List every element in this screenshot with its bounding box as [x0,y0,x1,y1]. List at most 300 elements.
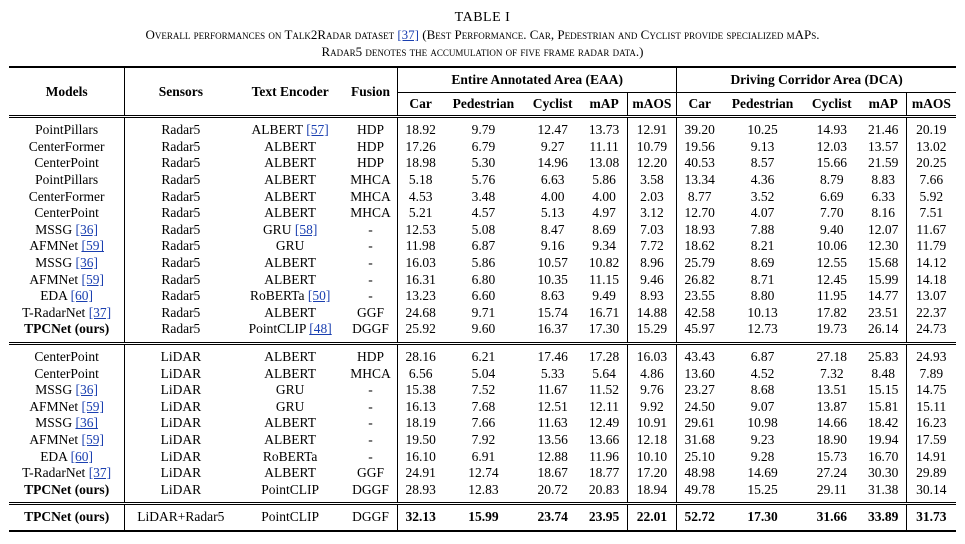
cell-eaa-map: 11.96 [582,448,627,465]
table-row [9,382,956,399]
spacer-cell [722,526,803,531]
cell-eaa-map: 9.34 [582,238,627,255]
cell-eaa-pedestrian: 6.21 [471,349,496,365]
cell-text-encoder-text: ALBERT [264,349,316,365]
cell-text-encoder-text: ALBERT [264,172,316,188]
cell-text-encoder [236,155,344,172]
cell-dca-map: 31.38 [861,481,906,498]
cell-sensor: LiDAR [160,481,202,497]
table-row [9,288,956,305]
cell-model [9,155,125,172]
table-row [9,155,956,172]
spacer-cell [803,526,861,531]
cell-dca-cyclist: 31.66 [816,509,847,525]
cell-eaa-car: 12.53 [405,221,436,237]
cell-text-encoder [236,305,344,322]
cell-eaa-cyclist: 9.16 [540,238,565,254]
cell-eaa-maos: 2.03 [627,188,677,205]
cell-fusion: - [344,288,398,305]
cell-eaa-cyclist: 8.47 [540,221,565,237]
cell-dca-map: 30.30 [861,465,906,482]
cell-text-encoder-text: ALBERT [264,138,316,154]
header-eaa-map: mAP [582,93,627,117]
cell-dca-car: 49.78 [684,481,715,497]
cell-eaa-map: 12.49 [582,415,627,432]
header-eaa-pedestrian: Pedestrian [443,93,524,117]
table-row [9,432,956,449]
cell-eaa-map: 5.64 [582,365,627,382]
cell-eaa-pedestrian: 5.76 [471,172,496,188]
table-row [9,509,956,526]
cell-eaa-car: 24.68 [405,304,436,320]
cell-dca-cyclist: 18.90 [816,431,847,447]
cell-text-encoder-citation[interactable]: [57] [306,122,329,138]
cell-eaa-car: 11.98 [405,238,436,254]
cell-eaa-maos: 4.86 [627,365,677,382]
cell-dca-maos: 14.18 [916,271,947,287]
cell-fusion: - [344,382,398,399]
cell-model [9,172,125,189]
cell-text-encoder-citation[interactable]: [50] [307,288,331,304]
cell-eaa-pedestrian: 6.79 [471,138,496,154]
cell-model-citation[interactable]: [59] [81,271,104,287]
cell-fusion: HDP [344,155,398,172]
row-spacer [9,526,956,531]
cell-text-encoder [236,288,344,305]
cell-text-encoder-text: ALBERT [264,155,316,171]
cell-dca-cyclist: 6.69 [819,188,844,204]
cell-eaa-pedestrian: 7.66 [471,415,496,431]
cell-text-encoder-text: ALBERT [264,271,316,287]
cell-eaa-pedestrian: 7.92 [471,431,496,447]
cell-model-citation[interactable]: [59] [81,398,104,414]
cell-sensor: Radar5 [161,255,201,271]
cell-fusion: MHCA [344,188,398,205]
cell-text-encoder [236,139,344,156]
spacer-cell [677,526,722,531]
cell-dca-pedestrian: 9.23 [750,431,775,447]
cell-dca-map: 21.46 [861,122,906,139]
cell-model [9,415,125,432]
table-row [9,188,956,205]
cell-eaa-cyclist: 12.47 [537,122,568,138]
cell-dca-maos: 14.91 [916,448,947,464]
cell-dca-map: 12.07 [861,222,906,239]
header-fusion: Fusion [344,67,398,117]
cell-dca-car: 12.70 [684,205,715,221]
cell-eaa-car: 5.18 [408,172,433,188]
table-row [9,271,956,288]
cell-sensor: LiDAR [160,349,202,365]
cell-dca-maos: 7.89 [919,365,944,381]
cell-dca-maos: 20.25 [916,155,947,171]
cell-eaa-cyclist: 15.74 [537,304,568,320]
cell-eaa-maos: 9.92 [627,399,677,416]
cell-text-encoder [236,509,344,526]
cell-text-encoder-text: ALBERT [264,431,316,447]
cell-eaa-maos: 12.18 [627,432,677,449]
cell-dca-cyclist: 7.70 [819,205,844,221]
cell-model-text: TPCNet (ours) [24,481,110,497]
cell-text-encoder-text: GRU [275,398,305,414]
cell-dca-car: 25.10 [684,448,715,464]
cell-dca-maos: 7.51 [919,205,944,221]
cell-dca-pedestrian: 8.21 [750,238,775,254]
cell-dca-car: 52.72 [684,509,715,525]
cell-dca-pedestrian: 9.07 [750,398,775,414]
cell-dca-map: 18.42 [861,415,906,432]
cell-eaa-car: 28.16 [405,349,436,365]
spacer-cell [344,526,398,531]
cell-text-encoder-text: ALBERT [264,188,316,204]
cell-eaa-map: 11.11 [582,139,627,156]
cell-eaa-maos: 14.88 [627,305,677,322]
cell-model-text: AFMNet [29,271,79,287]
cell-eaa-pedestrian: 3.48 [471,188,496,204]
cell-text-encoder-text: GRU [275,382,305,398]
cell-eaa-pedestrian: 4.57 [471,205,496,221]
cell-model-citation[interactable]: [60] [70,448,94,464]
cell-eaa-pedestrian: 6.60 [471,288,496,304]
cell-eaa-car: 18.19 [405,415,436,431]
cell-dca-pedestrian: 4.07 [750,205,775,221]
cell-eaa-map: 9.49 [582,288,627,305]
cell-dca-map: 6.33 [861,188,906,205]
cell-dca-pedestrian: 4.52 [750,365,775,381]
cell-eaa-maos: 7.72 [627,238,677,255]
cell-model [9,448,125,465]
cell-dca-map: 15.81 [861,399,906,416]
cell-eaa-pedestrian: 6.91 [471,448,496,464]
cell-fusion: DGGF [344,481,398,498]
table-caption [0,0,965,60]
cell-sensor: Radar5 [161,238,201,254]
cell-eaa-pedestrian: 9.60 [471,321,496,337]
table-row [9,139,956,156]
cell-model-text: CenterFormer [28,188,105,204]
cell-eaa-maos: 12.91 [627,122,677,139]
cell-model-citation[interactable]: [36] [75,382,98,398]
cell-fusion: HDP [344,122,398,139]
cell-text-encoder [236,255,344,272]
cell-dca-pedestrian: 10.13 [747,304,778,320]
cell-eaa-maos: 16.03 [627,349,677,366]
cell-eaa-maos: 12.20 [627,155,677,172]
spacer-cell [125,526,237,531]
cell-model-text: PointPillars [35,122,99,138]
cell-text-encoder [236,238,344,255]
table-row [9,481,956,498]
cell-dca-cyclist: 15.73 [816,448,847,464]
cell-model-citation[interactable]: [36] [75,255,98,271]
cell-model-text: TPCNet (ours) [24,321,110,337]
table-row [9,415,956,432]
cell-dca-cyclist: 12.03 [816,138,847,154]
cell-dca-pedestrian: 9.28 [750,448,775,464]
cell-model [9,305,125,322]
cell-eaa-cyclist: 8.63 [540,288,565,304]
cell-dca-car: 43.43 [684,349,715,365]
cell-dca-cyclist: 27.18 [816,349,847,365]
cell-eaa-cyclist: 13.56 [537,431,568,447]
cell-text-encoder [236,365,344,382]
cell-sensor: LiDAR [160,431,202,447]
cell-dca-map: 26.14 [861,321,906,338]
cell-model [9,465,125,482]
cell-dca-maos: 13.07 [916,288,947,304]
cell-sensor: LiDAR [160,465,202,481]
cell-sensor: Radar5 [161,205,201,221]
cell-dca-map: 14.77 [861,288,906,305]
cell-text-encoder-text: PointCLIP [248,321,306,337]
cell-dca-car: 25.79 [684,255,715,271]
header-models: Models [9,67,125,117]
cell-dca-maos: 22.37 [916,304,947,320]
cell-dca-cyclist: 11.95 [816,288,847,304]
header-dca-map: mAP [861,93,906,117]
cell-model-citation[interactable]: [60] [70,288,94,304]
cell-text-encoder-text: PointCLIP [261,509,320,525]
cell-text-encoder [236,271,344,288]
cell-dca-cyclist: 19.73 [816,321,847,337]
cell-dca-car: 19.56 [684,138,715,154]
cell-eaa-car: 32.13 [405,509,436,525]
cell-fusion: - [344,238,398,255]
cell-eaa-maos: 9.46 [627,271,677,288]
cell-sensor: LiDAR [160,398,202,414]
cell-sensor: Radar5 [161,271,201,287]
table-row [9,465,956,482]
cell-eaa-car: 24.91 [405,465,436,481]
caption-line-1 [0,26,965,43]
cell-text-encoder [236,399,344,416]
cell-model-citation[interactable]: [37] [88,304,112,320]
cell-model-text: CenterPoint [34,349,99,365]
header-sensors: Sensors [125,67,237,117]
cell-eaa-map: 18.77 [582,465,627,482]
cell-model [9,321,125,338]
table-row [9,172,956,189]
cell-eaa-map: 4.00 [582,188,627,205]
cell-sensor: LiDAR [160,382,202,398]
cell-dca-map: 25.83 [861,349,906,366]
cell-sensor: LiDAR [160,448,202,464]
cell-eaa-cyclist: 12.88 [537,448,568,464]
cell-eaa-pedestrian: 6.87 [471,238,496,254]
cell-eaa-cyclist: 9.27 [540,138,565,154]
cell-eaa-cyclist: 10.57 [537,255,568,271]
cell-dca-pedestrian: 10.98 [747,415,778,431]
cell-dca-maos: 11.67 [916,221,947,237]
cell-dca-car: 29.61 [684,415,715,431]
spacer-cell [443,526,524,531]
header-eaa-maos: mAOS [627,93,677,117]
cell-dca-maos: 14.75 [916,382,947,398]
cell-eaa-pedestrian: 5.86 [471,255,496,271]
cell-dca-pedestrian: 15.25 [747,481,778,497]
cell-text-encoder [236,448,344,465]
cell-dca-cyclist: 14.93 [816,122,847,138]
cell-text-encoder [236,188,344,205]
cell-sensor: Radar5 [161,304,201,320]
cell-fusion: MHCA [344,365,398,382]
cell-eaa-car: 17.26 [405,138,436,154]
cell-dca-cyclist: 27.24 [816,465,847,481]
cell-model [9,399,125,416]
cell-dca-pedestrian: 4.36 [750,172,775,188]
cell-eaa-pedestrian: 9.79 [471,122,496,138]
cell-eaa-maos: 7.03 [627,222,677,239]
cell-dca-cyclist: 10.06 [816,238,847,254]
cell-eaa-map: 17.28 [582,349,627,366]
cell-sensor: Radar5 [161,155,201,171]
cell-text-encoder [236,349,344,366]
cell-text-encoder-citation[interactable]: [48] [309,321,332,337]
cell-model-text: CenterPoint [34,365,99,381]
cell-fusion: - [344,255,398,272]
cell-eaa-car: 5.21 [408,205,433,221]
cell-eaa-car: 16.03 [405,255,436,271]
cell-dca-cyclist: 12.45 [816,271,847,287]
cell-dca-car: 13.60 [684,365,715,381]
cell-model-text: CenterFormer [28,138,105,154]
cell-model [9,382,125,399]
cell-text-encoder-text: GRU [275,238,305,254]
header-eaa-cyclist: Cyclist [524,93,582,117]
header-dca-car: Car [677,93,722,117]
cell-dca-car: 24.50 [684,398,715,414]
cell-dca-maos: 17.59 [916,431,947,447]
cell-dca-map: 23.51 [861,305,906,322]
cell-eaa-car: 16.13 [405,398,436,414]
cell-dca-cyclist: 13.87 [816,398,847,414]
cell-dca-maos: 13.02 [916,138,947,154]
cell-fusion: DGGF [344,509,398,526]
cell-dca-cyclist: 15.66 [816,155,847,171]
cell-model-text: CenterPoint [34,155,99,171]
spacer-cell [398,526,443,531]
cell-eaa-map: 10.82 [582,255,627,272]
cell-fusion: - [344,222,398,239]
cell-fusion: HDP [344,349,398,366]
cell-text-encoder-text: ALBERT [264,205,316,221]
cell-eaa-map: 8.69 [582,222,627,239]
cell-model-text: MSSG [35,255,73,271]
header-eaa-car: Car [398,93,443,117]
cell-model [9,271,125,288]
cell-dca-cyclist: 7.32 [819,365,844,381]
cell-eaa-car: 16.10 [405,448,436,464]
cell-dca-pedestrian: 8.57 [750,155,775,171]
cell-dca-car: 48.98 [684,465,715,481]
cell-text-encoder-text: RoBERTa [262,448,318,464]
cell-sensor: Radar5 [161,321,201,337]
cell-text-encoder [236,172,344,189]
cell-model-citation[interactable]: [59] [81,431,104,447]
cell-eaa-cyclist: 20.72 [537,481,568,497]
cell-model [9,349,125,366]
cell-dca-map: 15.15 [861,382,906,399]
cell-model-citation[interactable]: [37] [88,465,112,481]
cell-model-text: MSSG [35,382,73,398]
cell-model-text: CenterPoint [34,205,99,221]
cell-text-encoder [236,222,344,239]
cell-sensor: Radar5 [161,221,201,237]
cell-eaa-car: 6.56 [408,365,433,381]
cell-model-citation[interactable]: [36] [75,415,98,431]
header-eaa: Entire Annotated Area (EAA) [398,67,677,93]
cell-eaa-map: 17.30 [582,321,627,338]
spacer-cell [9,526,125,531]
cell-model [9,238,125,255]
caption-citation[interactable]: [37] [397,27,420,42]
cell-text-encoder-text: GRU [262,221,292,237]
cell-model-text: T-RadarNet [22,465,86,481]
cell-dca-map: 13.57 [861,139,906,156]
cell-text-encoder-text: ALBERT [264,415,316,431]
cell-eaa-car: 4.53 [408,188,433,204]
cell-eaa-pedestrian: 12.74 [468,465,499,481]
header-dca: Driving Corridor Area (DCA) [677,67,956,93]
cell-eaa-maos: 8.96 [627,255,677,272]
cell-text-encoder-citation[interactable]: [58] [294,221,318,237]
cell-text-encoder-text: ALBERT [264,365,316,381]
cell-dca-pedestrian: 8.69 [750,255,775,271]
caption-line-2: Radar5 denotes the accumulation of five frame radar data.) [321,44,644,59]
cell-model-text: AFMNet [29,238,79,254]
results-table [9,66,956,532]
cell-text-encoder-text: ALBERT [264,304,316,320]
cell-eaa-cyclist: 5.13 [540,205,565,221]
cell-text-encoder [236,465,344,482]
cell-dca-maos: 15.11 [916,398,947,414]
cell-model-text: PointPillars [35,172,99,188]
header-dca-cyclist: Cyclist [803,93,861,117]
cell-fusion: DGGF [344,321,398,338]
cell-eaa-pedestrian: 15.99 [468,509,499,525]
cell-model-text: EDA [40,288,68,304]
cell-eaa-pedestrian: 7.52 [471,382,496,398]
cell-eaa-maos: 22.01 [627,509,677,526]
cell-text-encoder [236,205,344,222]
cell-dca-cyclist: 12.55 [816,255,847,271]
cell-model-text: T-RadarNet [22,304,86,320]
spacer-cell [906,526,956,531]
cell-eaa-map: 12.11 [582,399,627,416]
cell-text-encoder [236,321,344,338]
cell-model-text: MSSG [35,221,73,237]
cell-model [9,432,125,449]
cell-dca-map: 16.70 [861,448,906,465]
cell-dca-car: 26.82 [684,271,715,287]
cell-dca-pedestrian: 10.25 [747,122,778,138]
cell-dca-map: 19.94 [861,432,906,449]
cell-model [9,222,125,239]
cell-model-citation[interactable]: [59] [81,238,104,254]
cell-sensor: LiDAR+Radar5 [137,509,225,525]
cell-eaa-map: 16.71 [582,305,627,322]
cell-dca-map: 15.99 [861,271,906,288]
cell-model-citation[interactable]: [36] [75,221,98,237]
cell-sensor: Radar5 [161,188,201,204]
cell-fusion: GGF [344,305,398,322]
cell-dca-map: 15.68 [861,255,906,272]
header-dca-maos: mAOS [906,93,956,117]
cell-model [9,509,125,526]
cell-dca-cyclist: 14.66 [816,415,847,431]
cell-eaa-maos: 3.12 [627,205,677,222]
cell-eaa-cyclist: 11.63 [537,415,568,431]
